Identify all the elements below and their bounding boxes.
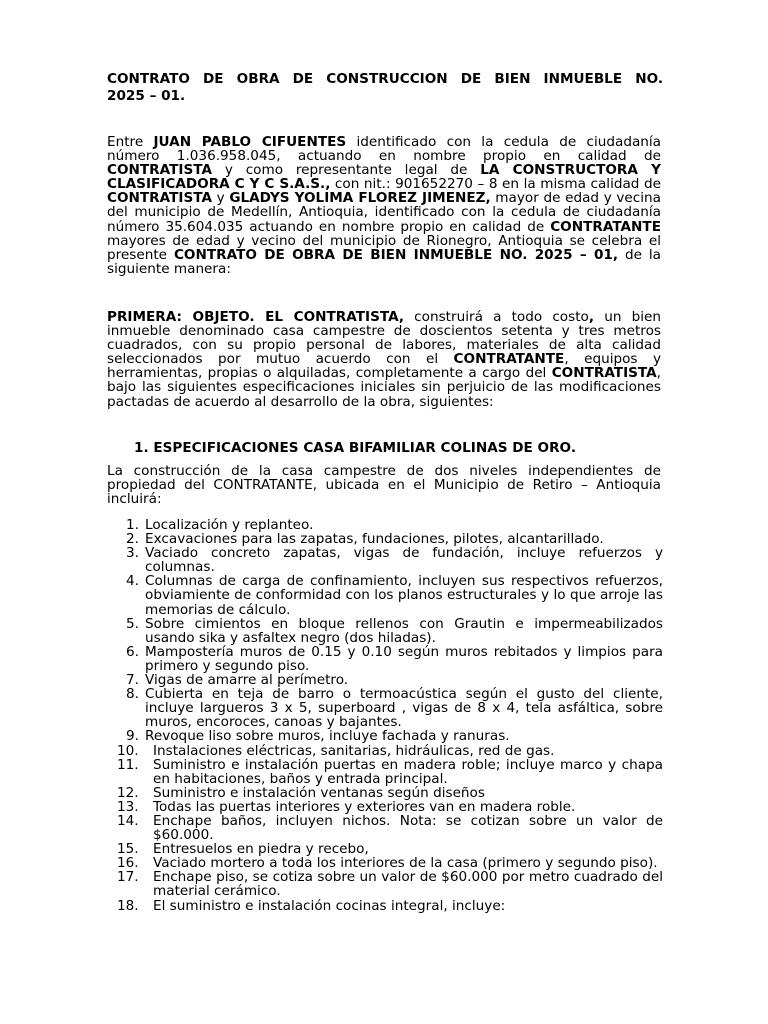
intro-text: mayor de edad y vecina del municipio de Medellín, Antioquia, identificado con la cedula de ciudadanía número 35.604.035 actuando en nombre propio en calidad de — [107, 190, 661, 235]
list-item-text: Vaciado mortero a toda los interiores de la casa (primero y segundo piso). — [153, 855, 658, 872]
list-item-number: 13. — [117, 798, 139, 815]
list-item — [107, 617, 663, 645]
list-item-text: Sobre cimientos en bloque rellenos con Grautin e impermeabilizados usando sika y asfaltex negro (dos hiladas). — [145, 615, 663, 646]
list-item-text: Mampostería muros de 0.15 y 0.10 según muros rebitados y limpios para primero y segundo piso. — [145, 643, 663, 674]
list-item-text: Suministro e instalación puertas en madera roble; incluye marco y chapa en habitaciones, baños y entrada principal. — [153, 756, 663, 787]
intro-text: Entre — [107, 134, 154, 150]
list-item — [107, 532, 663, 546]
list-item — [107, 856, 663, 870]
clause-label: PRIMERA: OBJETO. EL CONTRATISTA, — [107, 309, 405, 325]
list-item-number: 18. — [117, 897, 139, 914]
section-heading: 1. ESPECIFICACIONES CASA BIFAMILIAR COLINAS DE ORO. — [134, 440, 576, 456]
list-item-text: Localización y replanteo. — [145, 517, 314, 533]
clause-primera — [107, 310, 661, 409]
list-item — [107, 729, 663, 743]
list-item-number: 8. — [126, 686, 139, 703]
list-item — [107, 518, 663, 532]
clause-text: , — [588, 309, 595, 325]
clause-text: , bajo las siguientes especificaciones iniciales sin perjuicio de las modificaciones pactadas de acuerdo al desarrollo de la obra, siguientes: — [107, 365, 661, 410]
list-item — [107, 842, 663, 856]
list-item-number: 7. — [126, 672, 139, 689]
list-item — [107, 800, 663, 814]
list-item-number: 2. — [126, 531, 139, 548]
intro-text: y — [211, 190, 230, 207]
list-item — [107, 758, 663, 786]
list-item-text: Excavaciones para las zapatas, fundaciones, pilotes, alcantarillado. — [145, 531, 604, 548]
role-contratista: CONTRATISTA — [551, 365, 657, 382]
list-item-text: Todas las puertas interiores y exteriores van en madera roble. — [153, 798, 576, 815]
intro-text: y como representante legal de — [211, 162, 481, 179]
list-item-text: Cubierta en teja de barro o termoacústica según el gusto del cliente, incluye largueros 3 x 5, superboard , vigas de 8 x 4, tela asfáltica, sobre muros, encoroces, canoas y bajantes. — [145, 686, 663, 731]
role-contratante: CONTRATANTE — [550, 218, 661, 235]
role-contratante: CONTRATANTE — [453, 351, 565, 368]
list-item-number: 5. — [126, 615, 139, 632]
clause-text: un bien inmueble denominado casa campestre de doscientos setenta y tres metros cuadrados, con su propio personal de labores, materiales de alta calidad seleccionados por mutuo acuerdo con el — [107, 309, 661, 368]
list-item — [107, 673, 663, 687]
list-item-text: Entresuelos en piedra y recebo, — [153, 841, 369, 858]
list-item-number: 9. — [126, 728, 139, 745]
list-item-number: 17. — [117, 869, 139, 886]
intro-text: mayores de edad y vecino del municipio de Rionegro, Antioquia se celebra el presente — [107, 232, 661, 263]
list-item-text: Columnas de carga de confinamiento, incluyen sus respectivos refuerzos, obviamiente de conformidad con los planos estructurales y lo que arroje las memorias de cálculo. — [145, 573, 663, 618]
intro-paragraph — [107, 135, 661, 276]
list-item-text: Instalaciones eléctricas, sanitarias, hidráulicas, red de gas. — [153, 742, 555, 759]
list-item — [107, 814, 663, 842]
list-item-number: 15. — [117, 841, 139, 858]
list-item-number: 14. — [117, 812, 139, 829]
clause-text: , equipos y herramientas, propias o alquiladas, completamente a cargo del — [107, 351, 662, 382]
list-item — [107, 645, 663, 673]
list-item-text: Vigas de amarre al perímetro. — [145, 672, 349, 689]
role-contratista: CONTRATISTA — [107, 162, 212, 179]
intro-text: de la siguiente manera: — [107, 246, 661, 277]
list-item-number: 10. — [117, 742, 139, 759]
contract-reference: CONTRATO DE OBRA DE BIEN INMUEBLE NO. 2025 – 01, — [173, 246, 619, 263]
list-item-text: Suministro e instalación ventanas según diseños — [153, 784, 485, 801]
company-name: LA CONSTRUCTORA Y CLASIFICADORA C Y C S.A.S., — [107, 162, 662, 193]
intro-text: con nit.: 901652270 – 8 en la misma calidad de — [330, 176, 661, 193]
list-item — [107, 899, 663, 913]
list-item-text: El suministro e instalación cocinas integral, incluye: — [153, 897, 506, 914]
clause-text: construirá a todo costo — [404, 309, 589, 325]
title-line-2: 2025 – 01. — [107, 88, 186, 104]
intro-text: identificado con la cedula de ciudadanía número 1.036.958.045, actuando en nombre propio en calidad de — [107, 134, 661, 165]
list-item — [107, 546, 663, 574]
list-item-number: 16. — [117, 855, 139, 872]
list-item — [107, 870, 663, 898]
specifications-list — [107, 518, 663, 913]
title-line-1: CONTRATO DE OBRA DE CONSTRUCCION DE BIEN INMUEBLE NO. — [107, 71, 663, 87]
list-item-number: 6. — [126, 643, 139, 660]
list-item — [107, 687, 663, 729]
list-item-number: 4. — [126, 573, 139, 590]
list-item-number: 11. — [117, 756, 139, 773]
list-item-number: 1. — [126, 517, 139, 533]
list-item — [107, 786, 663, 800]
list-item — [107, 744, 663, 758]
list-item-number: 12. — [117, 784, 139, 801]
document-title — [107, 71, 663, 105]
party-name-2: GLADYS YOLIMA FLOREZ JIMENEZ, — [229, 190, 491, 207]
role-contratista: CONTRATISTA — [107, 190, 212, 207]
party-name-1: JUAN PABLO CIFUENTES — [153, 134, 347, 150]
section-intro: La construcción de la casa campestre de dos niveles independientes de propiedad del CONTRATANTE, ubicada en el Municipio de Retiro – Antioquia incluirá: — [107, 463, 661, 508]
list-item-text: Enchape piso, se cotiza sobre un valor de $60.000 por metro cuadrado del material cerámico. — [153, 869, 663, 900]
list-item-text: Vaciado concreto zapatas, vigas de fundación, incluye refuerzos y columnas. — [145, 545, 663, 576]
list-item-text: Revoque liso sobre muros, incluye fachada y ranuras. — [145, 728, 510, 745]
list-item-text: Enchape baños, incluyen nichos. Nota: se cotizan sobre un valor de $60.000. — [153, 812, 663, 844]
list-item — [107, 574, 663, 616]
list-item-number: 3. — [126, 545, 139, 562]
